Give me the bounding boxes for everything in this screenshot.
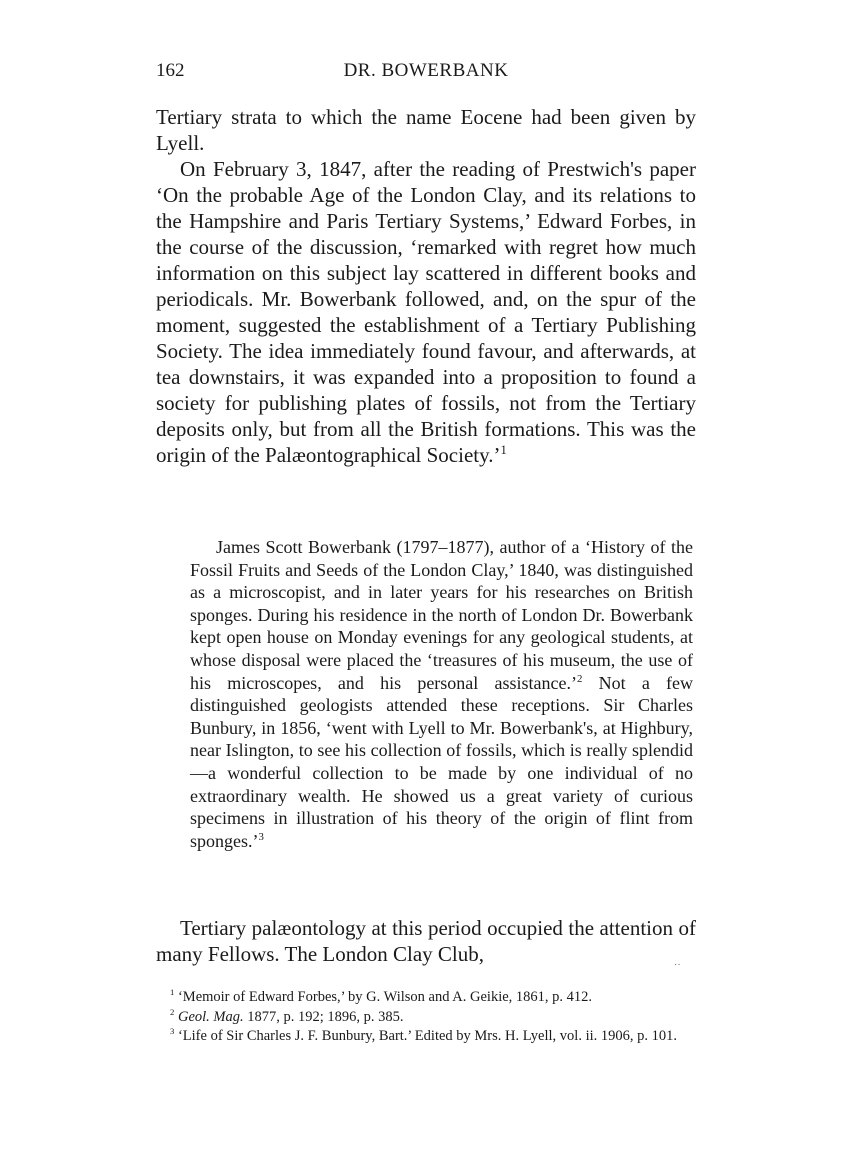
- print-speck: ˙˙: [674, 963, 681, 974]
- footnote-text: 1877, p. 192; 1896, p. 385.: [243, 1008, 404, 1025]
- footnote: [150, 1008, 694, 1028]
- page-header: [156, 60, 696, 90]
- journal-title: Geol. Mag.: [177, 1008, 244, 1025]
- footnote-ref: 2: [576, 672, 583, 685]
- paragraph: Tertiary strata to which the name Eocene had been given by Lyell.: [156, 105, 696, 155]
- footnote-mark: 1: [170, 987, 175, 998]
- footnote-text: ‘Memoir of Edward Forbes,’ by G. Wilson and A. Geikie, 1861, p. 412.: [177, 989, 593, 1005]
- quoted-extract: [190, 536, 693, 852]
- extract-text: Not a few distinguished geologists attended these receptions. Sir Charles Bunbury, in 1856, ‘went with Lyell to Mr. Bowerbank's, at Highbury, near Islington, to see his collection of fossils, which is really splendid—a wonderful collection to be made by one individual of no extraordinary wealth. He showed us a great variety of curious specimens in illustration of his theory of the origin of flint from sponges.’: [190, 672, 693, 851]
- footnotes: [150, 988, 694, 1047]
- footnote: [150, 988, 694, 1008]
- footnote-ref: 3: [258, 830, 264, 843]
- footnote-mark: 2: [170, 1006, 175, 1017]
- paragraph-text: On February 3, 1847, after the reading of Prestwich's paper ‘On the probable Age of the London Clay, and its relations to the Hampshire and Paris Tertiary Systems,’ Edward Forbes, in the course of the discussion, ‘remarked with regret how much information on this subject lay scattered in different books and periodicals. Mr. Bowerbank followed, and, on the spur of the moment, suggested the establishment of a Tertiary Publishing Society. The idea immediately found favour, and afterwards, at tea downstairs, it was expanded into a proposition to found a society for publishing plates of fossils, not from the Tertiary deposits only, but from all the British formations. This was the origin of the Palæontographical Society.’: [156, 157, 696, 467]
- running-head: DR. BOWERBANK: [343, 60, 509, 81]
- footnote-ref: 1: [500, 443, 507, 457]
- main-text-continued: [156, 915, 696, 967]
- paragraph: [156, 156, 696, 468]
- footnote-mark: 3: [170, 1026, 175, 1037]
- footnote: [150, 1027, 694, 1047]
- extract-paragraph: [190, 536, 693, 852]
- footnote-text: ‘Life of Sir Charles J. F. Bunbury, Bart.’ Edited by Mrs. H. Lyell, vol. ii. 1906, p. 101.: [177, 1028, 678, 1044]
- main-text: [156, 104, 696, 468]
- paragraph: Tertiary palæontology at this period occupied the attention of many Fellows. The London Clay Club,: [156, 916, 696, 966]
- extract-text: James Scott Bowerbank (1797–1877), author of a ‘History of the Fossil Fruits and Seeds of the London Clay,’ 1840, was distinguished as a microscopist, and in later years for his researches on British sponges. During his residence in the north of London Dr. Bowerbank kept open house on Monday evenings for any geological students, at whose disposal were placed the ‘treasures of his museum, the use of his microscopes, and his personal assistance.’: [190, 537, 693, 693]
- page-number: 162: [156, 60, 185, 81]
